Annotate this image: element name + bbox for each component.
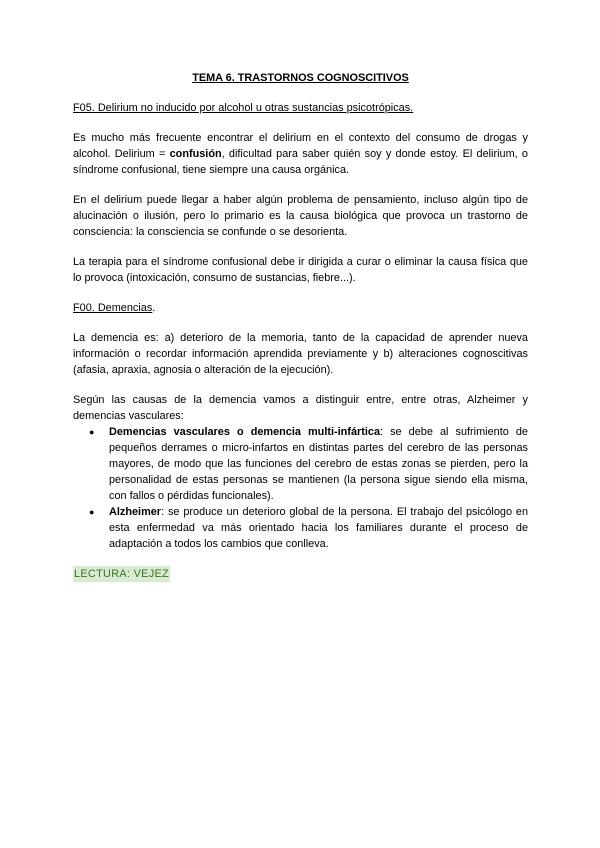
section-heading-f00-text: F00. Demencias	[73, 302, 153, 314]
section-heading-f05	[73, 100, 528, 116]
bold-term-alzheimer: Alzheimer	[109, 506, 162, 518]
paragraph-delirium-thought: En el delirium puede llegar a haber algún problema de pensamiento, incluso algún tipo de alucinación o ilusión, pero lo primario es la causa biológica que provoca un trastorno de consciencia: la consciencia se confunde o se desorienta.	[73, 194, 528, 238]
dementia-types-list	[73, 424, 528, 552]
lectura-label: LECTURA: VEJEZ	[74, 568, 169, 580]
list-item-text: : se produce un deterioro global de la persona. El trabajo del psicólogo en esta enfermedad va más orientado hacia los familiares durante el proceso de adaptación a todos los cambios que conlleva.	[109, 506, 528, 550]
paragraph-text: Es mucho más frecuente encontrar el delirium en el contexto del consumo de drogas y alcohol. Delirium =	[73, 132, 528, 160]
section-heading-f00-suffix: .	[152, 302, 156, 314]
list-item-text: : se debe al sufrimiento de pequeños derrames o micro-infartos en distintas partes del cerebro de las personas mayores, de modo que las funciones del cerebro de estas zonas se pierden, pero la personalidad de estas personas se mantienen (la persona sigue siendo ella misma, con fallos o pérdidas funcionales).	[109, 426, 528, 502]
document-content	[73, 70, 528, 582]
paragraph-text: , dificultad para saber quién soy y donde estoy. El delirium, o síndrome confusional, tiene siempre una causa orgánica.	[73, 148, 528, 176]
section-heading-f00	[73, 300, 528, 316]
list-item-vascular-dementia	[89, 424, 528, 504]
bold-term-vascular: Demencias vasculares o demencia multi-infártica	[109, 426, 381, 438]
section-heading-f05-text: F05. Delirium no inducido por alcohol u otras sustancias psicotrópicas.	[73, 102, 414, 114]
list-item-alzheimer	[89, 504, 528, 552]
bullet-icon: ●	[89, 507, 95, 517]
lectura-link[interactable]	[73, 566, 528, 582]
bullet-icon: ●	[89, 427, 95, 437]
bold-term-confusion: confusión	[169, 148, 222, 160]
page-title: TEMA 6. TRASTORNOS COGNOSCITIVOS	[192, 72, 409, 84]
paragraph-dementia-causes: Según las causas de la demencia vamos a distinguir entre, entre otras, Alzheimer y demencias vasculares:	[73, 394, 528, 422]
paragraph-delirium-therapy: La terapia para el síndrome confusional debe ir dirigida a curar o eliminar la causa física que lo provoca (intoxicación, consumo de sustancias, fiebre...).	[73, 256, 528, 284]
paragraph-dementia-definition: La demencia es: a) deterioro de la memoria, tanto de la capacidad de aprender nueva información o recordar información aprendida previamente y b) alteraciones cognoscitivas (afasia, apraxia, agnosia o alteración de la ejecución).	[73, 332, 528, 376]
paragraph-delirium-intro	[73, 130, 528, 178]
